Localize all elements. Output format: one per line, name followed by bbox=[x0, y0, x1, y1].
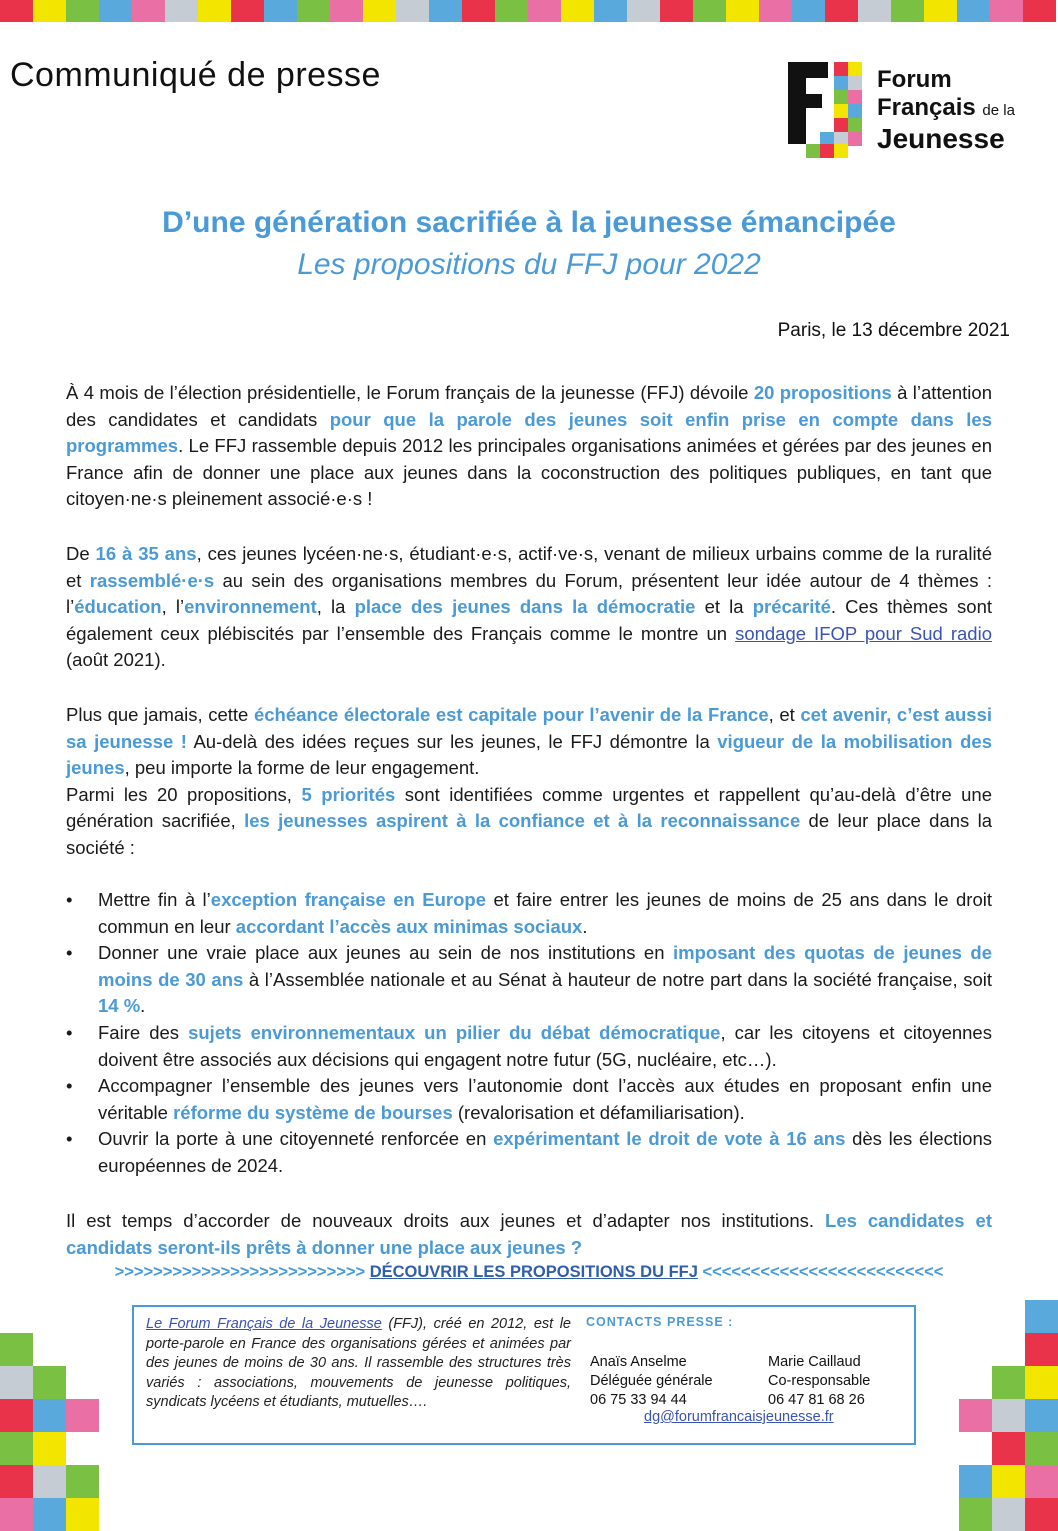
mosaic-square bbox=[99, 1333, 132, 1366]
mosaic-square bbox=[1025, 1333, 1058, 1366]
strip-square bbox=[495, 0, 528, 22]
strip-square bbox=[825, 0, 858, 22]
press-email-link[interactable]: dg@forumfrancaisjeunesse.fr bbox=[644, 1409, 834, 1425]
mosaic-square bbox=[1025, 1300, 1058, 1333]
mosaic-square bbox=[959, 1399, 992, 1432]
strip-square bbox=[66, 0, 99, 22]
paragraph-election: Plus que jamais, cette échéance électorale est capitale pour l’avenir de la France, et cet avenir, c’est aussi sa jeunesse ! Au-delà des idées reçues sur les jeunes, le FFJ démontre la vigueur de la mobilisation des jeunes, peu importe la forme de leur engagement. Parmi les 20 propositions, 5 priorités sont identifiées comme urgentes et rappellent qu’au-delà d’être une génération sacrifiée, les jeunesses aspirent à la confiance et à la reconnaissance de leur place dans la société : bbox=[66, 702, 992, 862]
strip-square bbox=[924, 0, 957, 22]
mosaic-square bbox=[1025, 1399, 1058, 1432]
mosaic-square bbox=[992, 1300, 1025, 1333]
mosaic-square bbox=[1025, 1366, 1058, 1399]
strip-square bbox=[33, 0, 66, 22]
mosaic-square bbox=[33, 1399, 66, 1432]
mosaic-square bbox=[1025, 1432, 1058, 1465]
strip-square bbox=[693, 0, 726, 22]
ffj-logo bbox=[788, 50, 1028, 160]
strip-square bbox=[759, 0, 792, 22]
strip-square bbox=[561, 0, 594, 22]
ffj-logo-mark bbox=[788, 62, 862, 158]
mosaic-square bbox=[66, 1498, 99, 1531]
strip-square bbox=[660, 0, 693, 22]
mosaic-square bbox=[66, 1432, 99, 1465]
top-color-strip bbox=[0, 0, 1058, 22]
mosaic-square bbox=[0, 1300, 33, 1333]
strip-square bbox=[330, 0, 363, 22]
mosaic-square bbox=[99, 1432, 132, 1465]
strip-square bbox=[132, 0, 165, 22]
priority-item: • Ouvrir la porte à une citoyenneté renforcée en expérimentant le droit de vote à 16 ans dès les élections européennes de 2024. bbox=[66, 1128, 992, 1176]
mosaic-square bbox=[959, 1300, 992, 1333]
paragraph-themes: De 16 à 35 ans, ces jeunes lycéen·ne·s, étudiant·e·s, actif·ve·s, venant de milieux urbains comme de la ruralité et rassemblé·e·s au sein des organisations membres du Forum, présentent leur idée autour de 4 thèmes : l’éducation, l’environnement, la place des jeunes dans la démocratie et la précarité. Ces thèmes sont également ceux plébiscités par l’ensemble des Français comme le montre un sondage IFOP pour Sud radio (août 2021). bbox=[66, 543, 992, 671]
strip-square bbox=[594, 0, 627, 22]
mosaic-square bbox=[0, 1399, 33, 1432]
headline-title: D’une génération sacrifiée à la jeunesse émancipée bbox=[162, 206, 896, 239]
mosaic-square bbox=[0, 1498, 33, 1531]
mosaic-square bbox=[0, 1465, 33, 1498]
press-contact-1: Anaïs Anselme Déléguée générale 06 75 33 94 44 bbox=[590, 1354, 713, 1408]
mosaic-square bbox=[926, 1432, 959, 1465]
strip-square bbox=[792, 0, 825, 22]
bullet-icon: • bbox=[66, 1128, 73, 1150]
mosaic-square bbox=[66, 1465, 99, 1498]
priority-item: • Donner une vraie place aux jeunes au sein de nos institutions en imposant des quotas de jeunes de moins de 30 ans à l’Assemblée nationale et au Sénat à hauteur de notre part dans la société française, soit 14 %. bbox=[66, 942, 993, 1017]
mosaic-square bbox=[992, 1333, 1025, 1366]
strip-square bbox=[231, 0, 264, 22]
footer-info-box bbox=[132, 1305, 916, 1445]
mosaic-square bbox=[33, 1498, 66, 1531]
bullet-icon: • bbox=[66, 942, 73, 964]
strip-square bbox=[429, 0, 462, 22]
mosaic-square bbox=[33, 1432, 66, 1465]
ffj-about-text: Le Forum Français de la Jeunesse (FFJ), créé en 2012, est le porte-parole en France des organisations gérées et animées par des jeunes de moins de 30 ans. Il rassemble des structures très variés : associations, mouvements de jeunesse politiques, syndicats lycéens et étudiants, mutuelles…. bbox=[146, 1316, 571, 1410]
strip-square bbox=[396, 0, 429, 22]
mosaic-square bbox=[926, 1399, 959, 1432]
bullet-icon: • bbox=[66, 1021, 73, 1043]
mosaic-square bbox=[992, 1399, 1025, 1432]
press-contact-2: Marie Caillaud Co-responsable 06 47 81 68 26 bbox=[768, 1354, 871, 1408]
paragraph-priorities: Parmi les 20 propositions, 5 priorités sont identifiées comme urgentes et rappellent qu’au-delà d’être une génération sacrifiée, les jeunesses aspirent à la confiance et à la reconnaissance de leur place dans la société : bbox=[66, 783, 993, 858]
mosaic-square bbox=[33, 1333, 66, 1366]
mosaic-square bbox=[99, 1465, 132, 1498]
strip-square bbox=[627, 0, 660, 22]
mosaic-square bbox=[992, 1366, 1025, 1399]
strip-square bbox=[462, 0, 495, 22]
strip-square bbox=[858, 0, 891, 22]
mosaic-square bbox=[33, 1300, 66, 1333]
mosaic-square bbox=[926, 1498, 959, 1531]
discover-proposals-cta: >>>>>>>>>>>>>>>>>>>>>>>>>> DÉCOUVRIR LES PROPOSITIONS DU FFJ <<<<<<<<<<<<<<<<<<<<<<<<< bbox=[114, 1263, 944, 1281]
mosaic-square bbox=[926, 1366, 959, 1399]
mosaic-square bbox=[99, 1498, 132, 1531]
mosaic-square bbox=[959, 1333, 992, 1366]
dateline: Paris, le 13 décembre 2021 bbox=[777, 320, 1010, 341]
discover-proposals-link[interactable]: DÉCOUVRIR LES PROPOSITIONS DU FFJ bbox=[369, 1263, 698, 1281]
priorities-list bbox=[66, 887, 992, 1180]
mosaic-square bbox=[926, 1333, 959, 1366]
mosaic-square bbox=[0, 1432, 33, 1465]
ffj-logo-wordmark: Forum Français de la Jeunesse bbox=[877, 66, 1015, 154]
ffj-about-link[interactable]: Le Forum Français de la Jeunesse bbox=[146, 1316, 382, 1332]
mosaic-square bbox=[959, 1432, 992, 1465]
strip-square bbox=[198, 0, 231, 22]
paragraph-conclusion: Il est temps d’accorder de nouveaux droits aux jeunes et d’adapter nos institutions. Les candidates et candidats seront-ils prêts à donner une place aux jeunes ? bbox=[66, 1210, 992, 1258]
mosaic-square bbox=[66, 1399, 99, 1432]
mosaic-square bbox=[99, 1399, 132, 1432]
strip-square bbox=[528, 0, 561, 22]
right-color-mosaic bbox=[926, 1300, 1058, 1531]
strip-square bbox=[363, 0, 396, 22]
strip-square bbox=[957, 0, 990, 22]
mosaic-square bbox=[959, 1498, 992, 1531]
ifop-survey-link[interactable]: sondage IFOP pour Sud radio bbox=[735, 622, 992, 644]
strip-square bbox=[165, 0, 198, 22]
paragraph-intro: À 4 mois de l’élection présidentielle, le Forum français de la jeunesse (FFJ) dévoile 20 propositions à l’attention des candidates et candidats pour que la parole des jeunes soit enfin prise en compte dans les programmes. Le FFJ rassemble depuis 2012 les principales organisations animées et gérées par des jeunes en France afin de donner une place aux jeunes dans la coconstruction des politiques publiques, en tant que citoyen·ne·s pleinement associé·e·s ! bbox=[66, 382, 992, 510]
mosaic-square bbox=[33, 1366, 66, 1399]
document-type-title: Communiqué de presse bbox=[10, 56, 381, 94]
strip-square bbox=[99, 0, 132, 22]
strip-square bbox=[726, 0, 759, 22]
priority-item: • Accompagner l’ensemble des jeunes vers l’autonomie dont l’accès aux études en proposant enfin une véritable réforme du système de bourses (revalorisation et défamiliarisation). bbox=[66, 1075, 992, 1123]
mosaic-square bbox=[0, 1366, 33, 1399]
mosaic-square bbox=[959, 1465, 992, 1498]
mosaic-square bbox=[33, 1465, 66, 1498]
mosaic-square bbox=[926, 1465, 959, 1498]
headline-subtitle: Les propositions du FFJ pour 2022 bbox=[297, 248, 761, 281]
bullet-icon: • bbox=[66, 1075, 73, 1097]
left-color-mosaic bbox=[0, 1300, 132, 1531]
mosaic-square bbox=[99, 1366, 132, 1399]
strip-square bbox=[990, 0, 1023, 22]
bullet-icon: • bbox=[66, 889, 73, 910]
mosaic-square bbox=[66, 1366, 99, 1399]
mosaic-square bbox=[1025, 1465, 1058, 1498]
mosaic-square bbox=[926, 1300, 959, 1333]
press-contacts-heading: CONTACTS PRESSE : bbox=[586, 1315, 734, 1329]
mosaic-square bbox=[959, 1366, 992, 1399]
mosaic-square bbox=[992, 1465, 1025, 1498]
mosaic-square bbox=[66, 1300, 99, 1333]
mosaic-square bbox=[99, 1300, 132, 1333]
priority-item: • Faire des sujets environnementaux un pilier du débat démocratique, car les citoyens et citoyennes doivent être associés aux décisions qui engagent notre futur (5G, nucléaire, etc…). bbox=[66, 1021, 992, 1070]
strip-square bbox=[1023, 0, 1056, 22]
mosaic-square bbox=[992, 1432, 1025, 1465]
strip-square bbox=[264, 0, 297, 22]
strip-square bbox=[0, 0, 33, 22]
strip-square bbox=[297, 0, 330, 22]
mosaic-square bbox=[0, 1333, 33, 1366]
mosaic-square bbox=[1025, 1498, 1058, 1531]
mosaic-square bbox=[992, 1498, 1025, 1531]
mosaic-square bbox=[66, 1333, 99, 1366]
priority-item: • Mettre fin à l’exception française en Europe et faire entrer les jeunes de moins de 25 ans dans le droit commun en leur accordant l’accès aux minimas sociaux. bbox=[66, 889, 993, 937]
strip-square bbox=[891, 0, 924, 22]
